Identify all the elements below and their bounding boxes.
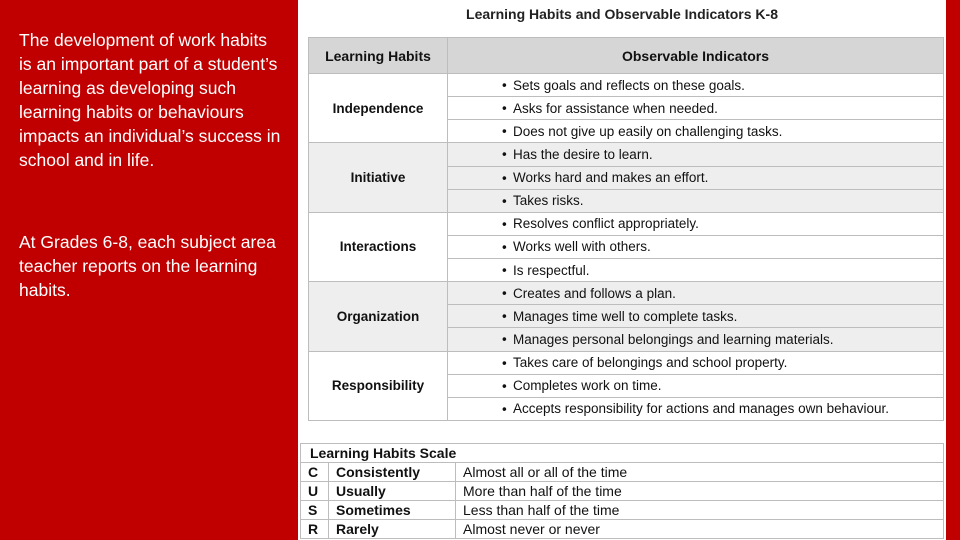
habits-document <box>298 0 946 540</box>
indicator-item: • Sets goals and reflects on these goals. <box>448 74 944 97</box>
indicator-item: • Does not give up easily on challenging tasks. <box>448 120 944 143</box>
scale-code: C <box>301 463 329 482</box>
scale-word: Rarely <box>329 520 456 539</box>
indicator-row <box>309 351 944 374</box>
habit-name: Independence <box>309 74 448 143</box>
intro-paragraph-2: At Grades 6-8, each subject area teacher reports on the learning habits. <box>19 232 276 300</box>
habit-name: Interactions <box>309 212 448 281</box>
scale-row <box>301 520 944 539</box>
indicator-item: • Manages time well to complete tasks. <box>448 305 944 328</box>
indicator-item: • Has the desire to learn. <box>448 143 944 166</box>
scale-word: Sometimes <box>329 501 456 520</box>
intro-text <box>19 28 281 302</box>
habits-scale-table <box>300 443 944 539</box>
habit-name: Organization <box>309 282 448 351</box>
indicator-item: • Accepts responsibility for actions and manages own behaviour. <box>448 397 944 420</box>
header-observable-indicators: Observable Indicators <box>448 38 944 74</box>
scale-meaning: More than half of the time <box>456 482 944 501</box>
right-border-strip <box>946 0 960 540</box>
indicator-item: • Is respectful. <box>448 259 944 282</box>
indicator-item: • Works well with others. <box>448 235 944 258</box>
scale-row <box>301 501 944 520</box>
indicator-row <box>309 74 944 97</box>
indicator-item: • Takes risks. <box>448 189 944 212</box>
header-learning-habits: Learning Habits <box>309 38 448 74</box>
scale-code: U <box>301 482 329 501</box>
scale-meaning: Almost all or all of the time <box>456 463 944 482</box>
scale-title: Learning Habits Scale <box>301 444 944 463</box>
scale-meaning: Almost never or never <box>456 520 944 539</box>
indicator-row <box>309 212 944 235</box>
indicator-item: • Creates and follows a plan. <box>448 282 944 305</box>
indicator-row <box>309 143 944 166</box>
indicator-row <box>309 282 944 305</box>
indicator-item: • Takes care of belongings and school property. <box>448 351 944 374</box>
indicator-item: • Resolves conflict appropriately. <box>448 212 944 235</box>
indicator-item: • Works hard and makes an effort. <box>448 166 944 189</box>
scale-code: R <box>301 520 329 539</box>
scale-row <box>301 482 944 501</box>
habit-name: Initiative <box>309 143 448 212</box>
scale-code: S <box>301 501 329 520</box>
habit-name: Responsibility <box>309 351 448 421</box>
scale-row <box>301 463 944 482</box>
document-title: Learning Habits and Observable Indicators K-8 <box>466 6 778 22</box>
indicator-item: • Manages personal belongings and learning materials. <box>448 328 944 351</box>
indicator-item: • Asks for assistance when needed. <box>448 97 944 120</box>
scale-word: Usually <box>329 482 456 501</box>
scale-word: Consistently <box>329 463 456 482</box>
habits-table <box>308 37 944 421</box>
scale-meaning: Less than half of the time <box>456 501 944 520</box>
indicator-item: • Completes work on time. <box>448 374 944 397</box>
intro-paragraph-1: The development of work habits is an important part of a student’s learning as developing such learning habits or behaviours impacts an individual’s success in school and in life. <box>19 30 281 170</box>
